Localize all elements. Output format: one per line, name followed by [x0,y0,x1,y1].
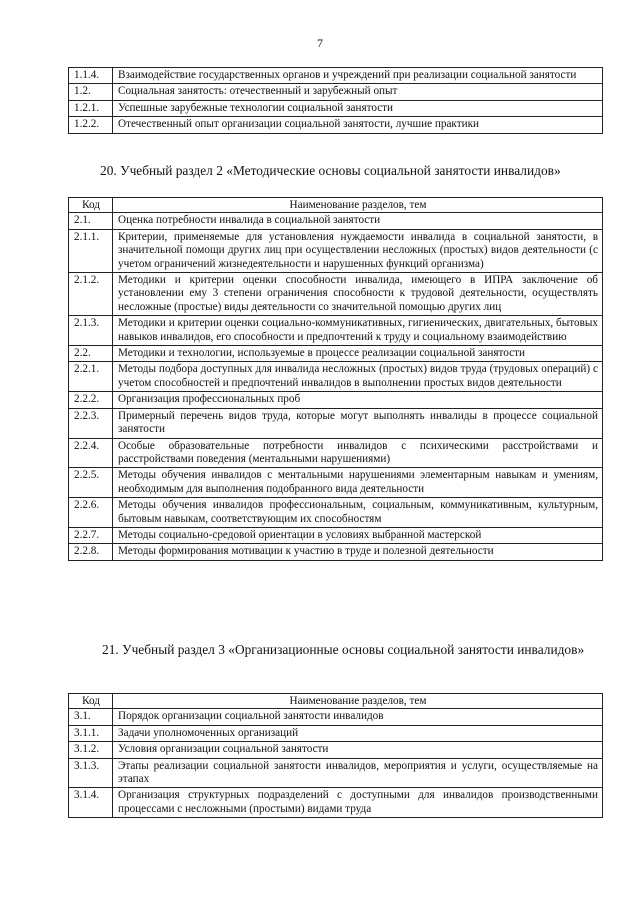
row-name: Успешные зарубежные технологии социальной занятости [113,100,603,116]
row-code: 3.1. [69,709,113,725]
row-code: 1.1.4. [69,68,113,84]
section-21-heading: 21. Учебный раздел 3 «Организационные основы социальной занятости инвалидов» [102,642,585,657]
row-name: Организация структурных подразделений с доступными для инвалидов производственными процессами с несложными (простыми) видами труда [113,788,603,818]
row-code: 2.1. [69,213,113,229]
column-header-name: Наименование разделов, тем [113,198,603,213]
row-name: Особые образовательные потребности инвалидов с психическими расстройствами и расстройствами поведения (ментальными нарушениями) [113,438,603,468]
page-number: 7 [317,36,323,50]
column-header-code: Код [69,198,113,213]
table-section-21 [68,693,603,818]
table-row [69,362,603,392]
table-row [69,316,603,346]
row-name: Примерный перечень видов труда, которые могут выполнять инвалиды в процессе социальной занятости [113,408,603,438]
table-section-1-continued [68,67,603,134]
table-row [69,346,603,362]
row-code: 2.2. [69,346,113,362]
row-name: Методы обучения инвалидов с ментальными нарушениями элементарным навыкам и умениям, необходимым для выполнения подобранного вида деятельности [113,468,603,498]
column-header-code: Код [69,694,113,709]
table-row [69,709,603,725]
row-code: 1.2.2. [69,117,113,133]
table-row [69,527,603,543]
table-row [69,117,603,133]
row-code: 2.2.4. [69,438,113,468]
table-row [69,84,603,100]
table-section-20 [68,197,603,561]
table-row [69,392,603,408]
row-code: 2.2.8. [69,544,113,560]
row-code: 1.2.1. [69,100,113,116]
table-row [69,68,603,84]
table-row [69,438,603,468]
table-row [69,498,603,528]
section-20-heading: 20. Учебный раздел 2 «Методические основы социальной занятости инвалидов» [100,163,561,178]
row-name: Методики и технологии, используемые в процессе реализации социальной занятости [113,346,603,362]
table-row [69,213,603,229]
row-name: Задачи уполномоченных организаций [113,725,603,741]
row-name: Методы формирования мотивации к участию в труде и полезной деятельности [113,544,603,560]
row-name: Оценка потребности инвалида в социальной занятости [113,213,603,229]
row-name: Методы обучения инвалидов профессиональным, социальным, коммуникативным, культурным, бытовым навыкам, соответствующим их способностям [113,498,603,528]
column-header-name: Наименование разделов, тем [113,694,603,709]
row-code: 2.2.2. [69,392,113,408]
row-code: 2.2.5. [69,468,113,498]
table-header-row [69,198,603,213]
row-name: Взаимодействие государственных органов и учреждений при реализации социальной занятости [113,68,603,84]
row-name: Отечественный опыт организации социальной занятости, лучшие практики [113,117,603,133]
table-row [69,229,603,272]
table-row [69,273,603,316]
table-row [69,544,603,560]
table-row [69,100,603,116]
row-name: Порядок организации социальной занятости инвалидов [113,709,603,725]
row-code: 3.1.4. [69,788,113,818]
row-code: 3.1.1. [69,725,113,741]
row-name: Этапы реализации социальной занятости инвалидов, мероприятия и услуги, осуществляемые на этапах [113,758,603,788]
row-name: Методы социально-средовой ориентации в условиях выбранной мастерской [113,527,603,543]
row-name: Условия организации социальной занятости [113,742,603,758]
table-row [69,408,603,438]
row-name: Критерии, применяемые для установления нуждаемости инвалида в социальной занятости, в значительной помощи других лиц при осуществлении несложных (простых) видов деятельности (с учетом ограничений жизнедеятельности и нарушенных функций организма) [113,229,603,272]
table-row [69,725,603,741]
row-code: 1.2. [69,84,113,100]
row-name: Организация профессиональных проб [113,392,603,408]
table-header-row [69,694,603,709]
row-code: 2.2.3. [69,408,113,438]
row-code: 2.2.1. [69,362,113,392]
table-row [69,742,603,758]
row-code: 2.2.6. [69,498,113,528]
table-row [69,788,603,818]
row-code: 3.1.2. [69,742,113,758]
row-name: Методики и критерии оценки социально-коммуникативных, гигиенических, двигательных, бытовых навыков инвалидов, его способности и предпочтений к труду и социальному взаимодействию [113,316,603,346]
row-code: 3.1.3. [69,758,113,788]
table-row [69,758,603,788]
table-row [69,468,603,498]
row-code: 2.2.7. [69,527,113,543]
row-name: Методы подбора доступных для инвалида несложных (простых) видов труда (трудовых операций) с учетом способностей и предпочтений инвалидов в выполнении простых видов деятельности [113,362,603,392]
row-code: 2.1.3. [69,316,113,346]
row-name: Методики и критерии оценки способности инвалида, имеющего в ИПРА заключение об установлении ему 3 степени ограничения способности к трудовой деятельности, осуществлять несложные (простые) виды деятельности со значительной помощью других лиц [113,273,603,316]
row-code: 2.1.2. [69,273,113,316]
row-name: Социальная занятость: отечественный и зарубежный опыт [113,84,603,100]
row-code: 2.1.1. [69,229,113,272]
